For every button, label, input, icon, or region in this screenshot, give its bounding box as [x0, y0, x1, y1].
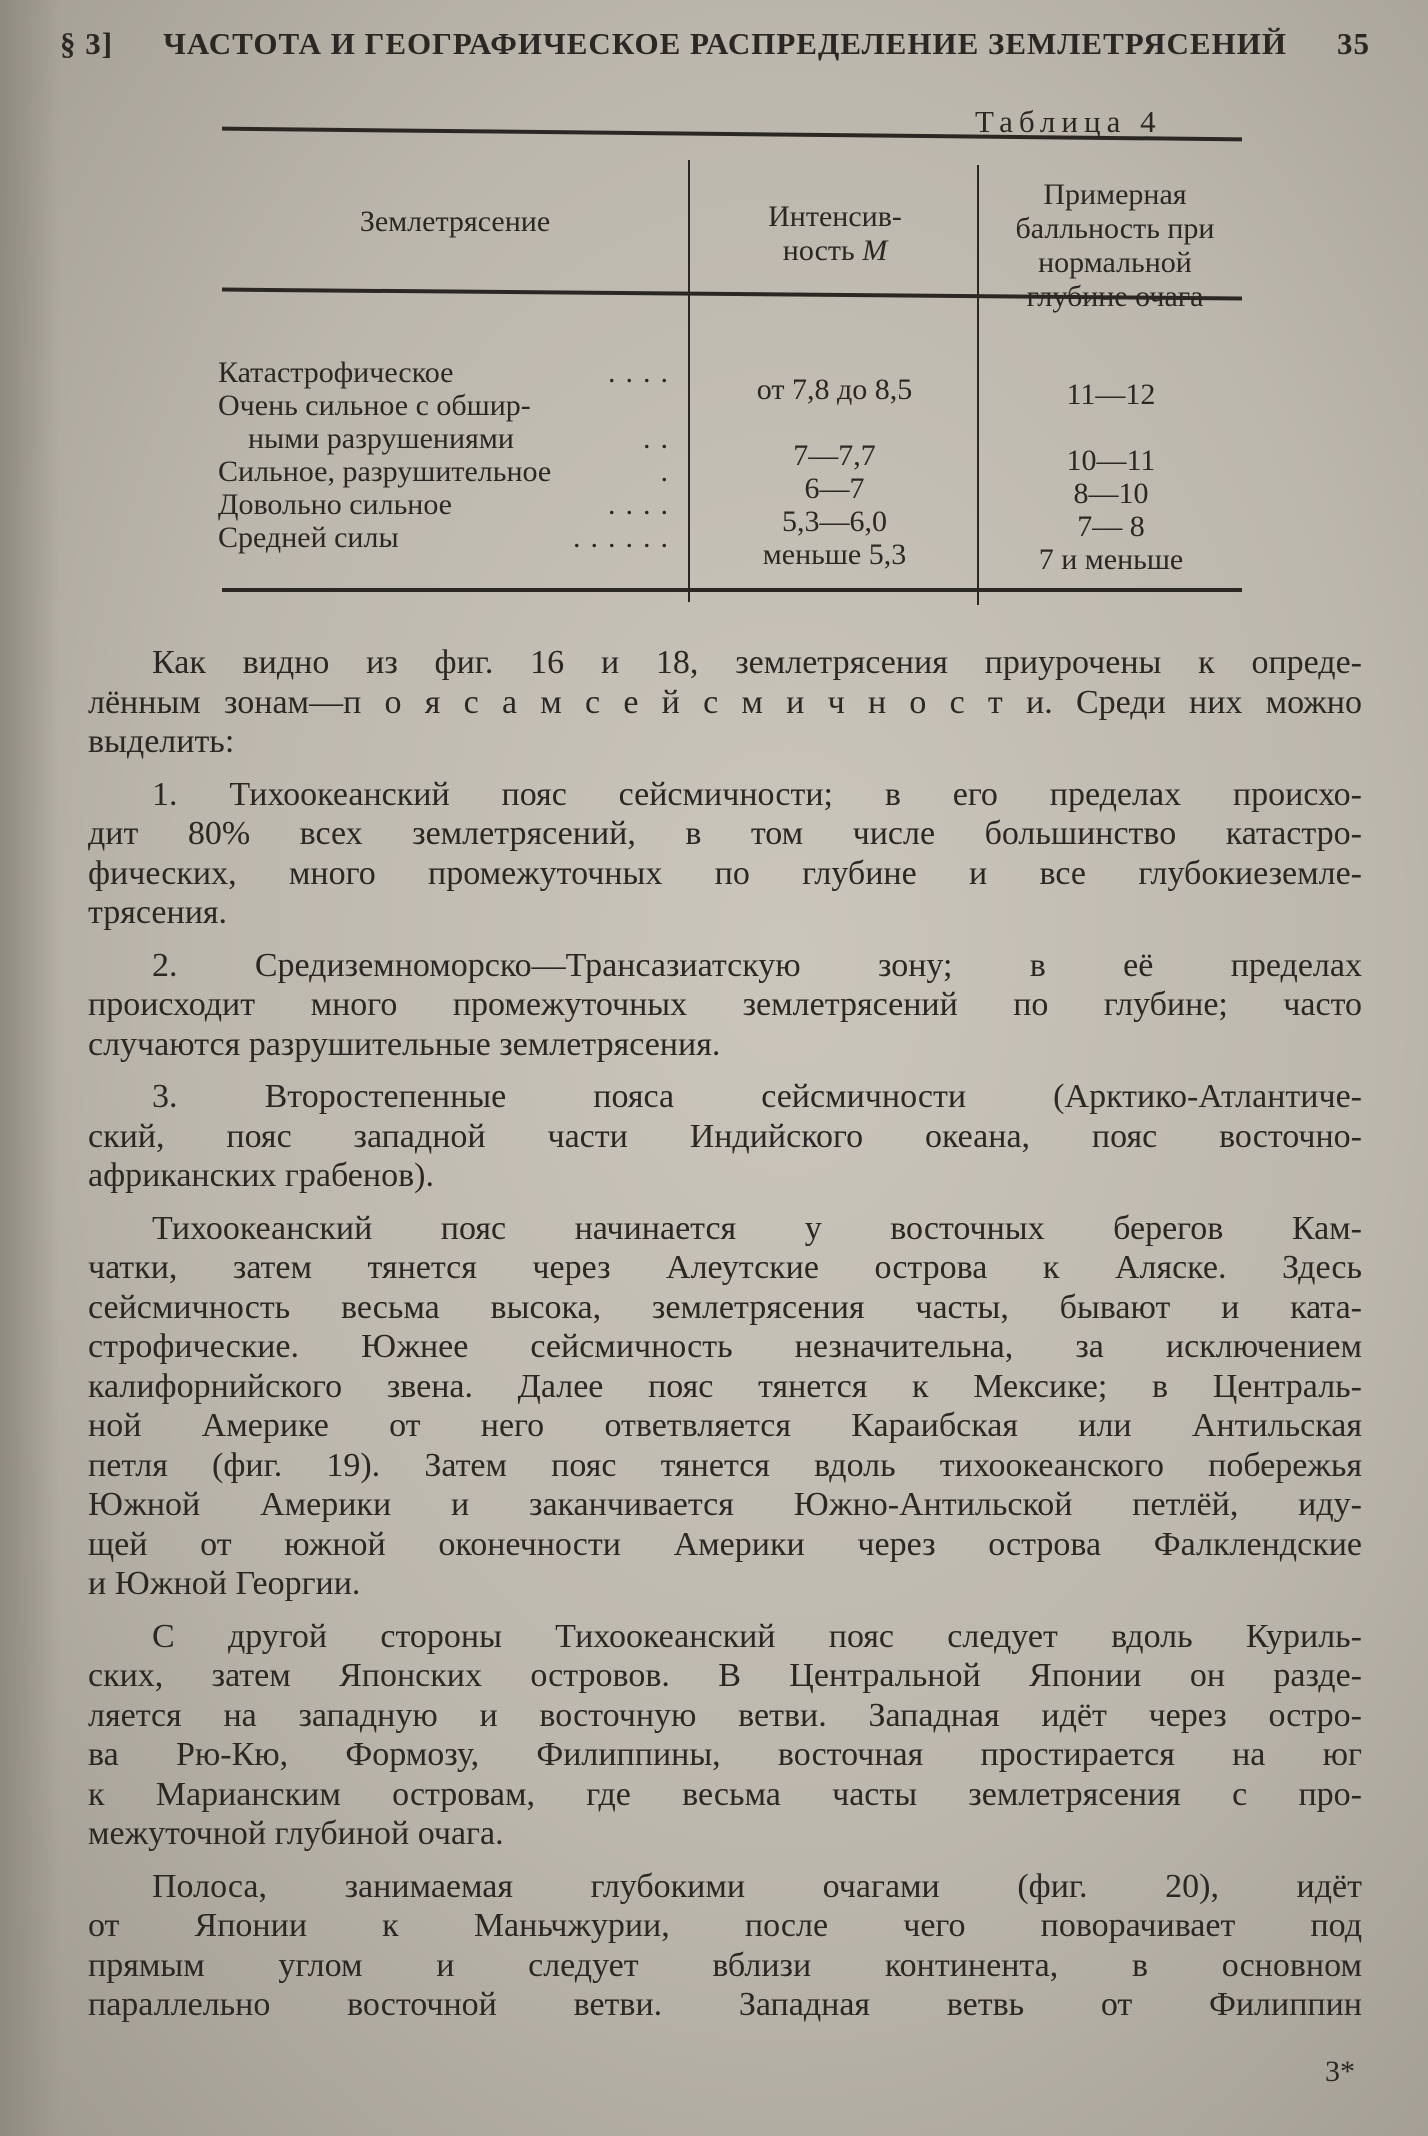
text-line: от Японии к Маньчжурии, после чего поворачивает под	[88, 1907, 1362, 1944]
text-line: ной Америке от него ответвляется Караибская или Антильская	[88, 1407, 1362, 1444]
table-row-label: Средней силы ......	[218, 521, 678, 554]
score-value: 7— 8	[1077, 510, 1145, 543]
intensity-value: 6—7	[804, 472, 865, 505]
intensity-value: 5,3—6,0	[782, 505, 887, 538]
paragraph	[88, 946, 1362, 1065]
paragraph	[88, 1077, 1362, 1196]
text-line: 1. Тихоокеанский пояс сейсмичности; в его пределах происхо-	[152, 775, 1362, 813]
signature-mark: 3*	[1325, 2055, 1355, 2088]
text-line: Южной Америки и заканчивается Южно-Антильской петлёй, иду-	[88, 1486, 1362, 1523]
running-head	[60, 26, 1370, 62]
table-intensity-column	[692, 373, 977, 571]
text-line: сейсмичность весьма высока, землетрясения часты, бывают и ката-	[88, 1288, 1362, 1326]
text-line: случаются разрушительные землетрясения.	[88, 1025, 721, 1063]
text-line: африканских грабенов).	[88, 1157, 434, 1194]
score-value: 11—12	[1066, 378, 1156, 411]
text-line: петля (фиг. 19). Затем пояс тянется вдоль тихоокеанского побережья	[88, 1446, 1362, 1484]
header-text: ность	[782, 234, 863, 267]
text-line: и Южной Георгии.	[88, 1565, 361, 1602]
header-line: нормальной	[1038, 246, 1192, 279]
text-line: 2. Средиземноморско—Трансазиатскую зону; в её пределах	[152, 946, 1362, 984]
intensity-value: меньше 5,3	[762, 538, 907, 571]
table-row-label: Очень сильное с обшир-	[218, 389, 531, 422]
paragraph	[88, 1209, 1362, 1604]
score-value: 10—11	[1066, 444, 1156, 477]
paragraph	[88, 775, 1362, 933]
text-line: параллельно восточной ветви. Западная ветвь от Филиппин	[88, 1986, 1362, 2023]
table-column-divider	[688, 160, 690, 602]
header-line: глубине очага	[1026, 280, 1204, 313]
table-row-labels	[218, 356, 678, 554]
text-line: Полоса, занимаемая глубокими очагами (фиг. 20), идёт	[152, 1867, 1362, 1905]
text-line: С другой стороны Тихоокеанский пояс следует вдоль Куриль-	[152, 1617, 1362, 1655]
table-score-column	[980, 378, 1242, 576]
text-line: ва Рю-Кю, Формозу, Филиппины, восточная простирается на юг	[88, 1736, 1362, 1773]
text-line: калифорнийского звена. Далее пояс тянется к Мексике; в Централь-	[88, 1367, 1362, 1405]
table-header-earthquake: Землетрясение	[359, 205, 551, 238]
text-line: дит 80% всех землетрясений, в том числе большинство катастро-	[88, 815, 1362, 852]
intensity-value: от 7,8 до 8,5	[756, 373, 913, 406]
table-column-divider	[977, 165, 979, 605]
text-line: трясения.	[88, 894, 228, 931]
text-line: межуточной глубиной очага.	[88, 1815, 504, 1852]
table-row-label: ными разрушениями ..	[248, 422, 678, 455]
table-row-label: Катастрофическое ....	[218, 356, 678, 389]
text-line: щей от южной оконечности Америки через острова Фалклендские	[88, 1525, 1362, 1563]
text-line: Тихоокеанский пояс начинается у восточных берегов Кам-	[152, 1209, 1362, 1247]
text-line: к Марианским островам, где весьма часты землетрясения с про-	[88, 1775, 1362, 1813]
page-edge-shadow	[0, 0, 60, 2136]
score-value: 8—10	[1073, 477, 1149, 510]
paragraph	[88, 1867, 1362, 2025]
text-line: происходит много промежуточных землетрясений по глубине; часто	[88, 986, 1362, 1023]
text-line: лённым зонам—п о я с а м с е й с м и ч н о с т и. Среди них можно	[88, 683, 1362, 721]
text-line: фических, много промежуточных по глубине и все глубокиеземле-	[88, 854, 1362, 892]
text-line: чатки, затем тянется через Алеутские острова к Аляске. Здесь	[88, 1249, 1362, 1286]
header-line: балльность при	[1015, 212, 1215, 245]
header-line: Примерная	[1043, 178, 1187, 211]
table-row-label: Довольно сильное ....	[218, 488, 678, 521]
running-head-section: § 3]	[60, 26, 114, 61]
running-head-title: ЧАСТОТА И ГЕОГРАФИЧЕСКОЕ РАСПРЕДЕЛЕНИЕ ЗЕМЛЕТРЯСЕНИЙ	[163, 26, 1287, 61]
text-line: выделить:	[88, 723, 235, 760]
paragraph	[88, 643, 1362, 762]
header-line	[700, 234, 970, 268]
table-caption: Таблица 4	[975, 104, 1162, 139]
table-row-label: Сильное, разрушительное .	[218, 455, 678, 488]
text-line: ских, затем Японских островов. В Центральной Японии он разде-	[88, 1657, 1362, 1694]
text-line: строфические. Южнее сейсмичность незначительна, за исключением	[88, 1328, 1362, 1365]
header-line: Интенсив-	[768, 200, 902, 233]
text-line: Как видно из фиг. 16 и 18, землетрясения приурочены к опреде-	[152, 644, 1362, 681]
magnitude-symbol: M	[862, 234, 888, 267]
table-header-score	[985, 178, 1245, 314]
body-text	[88, 643, 1362, 2038]
table-bottom-rule	[222, 588, 1242, 592]
table-header-intensity	[700, 200, 970, 268]
score-value: 7 и меньше	[1038, 543, 1184, 576]
text-line: ский, пояс западной части Индийского океана, пояс восточно-	[88, 1117, 1362, 1155]
text-line: 3. Второстепенные пояса сейсмичности (Арктико-Атлантиче-	[152, 1078, 1362, 1115]
paragraph	[88, 1617, 1362, 1854]
text-line: прямым углом и следует вблизи континента, в основном	[88, 1946, 1362, 1984]
page-number: 35	[1337, 26, 1370, 61]
text-line: ляется на западную и восточную ветви. Западная идёт через остро-	[88, 1696, 1362, 1734]
intensity-value: 7—7,7	[793, 439, 876, 472]
